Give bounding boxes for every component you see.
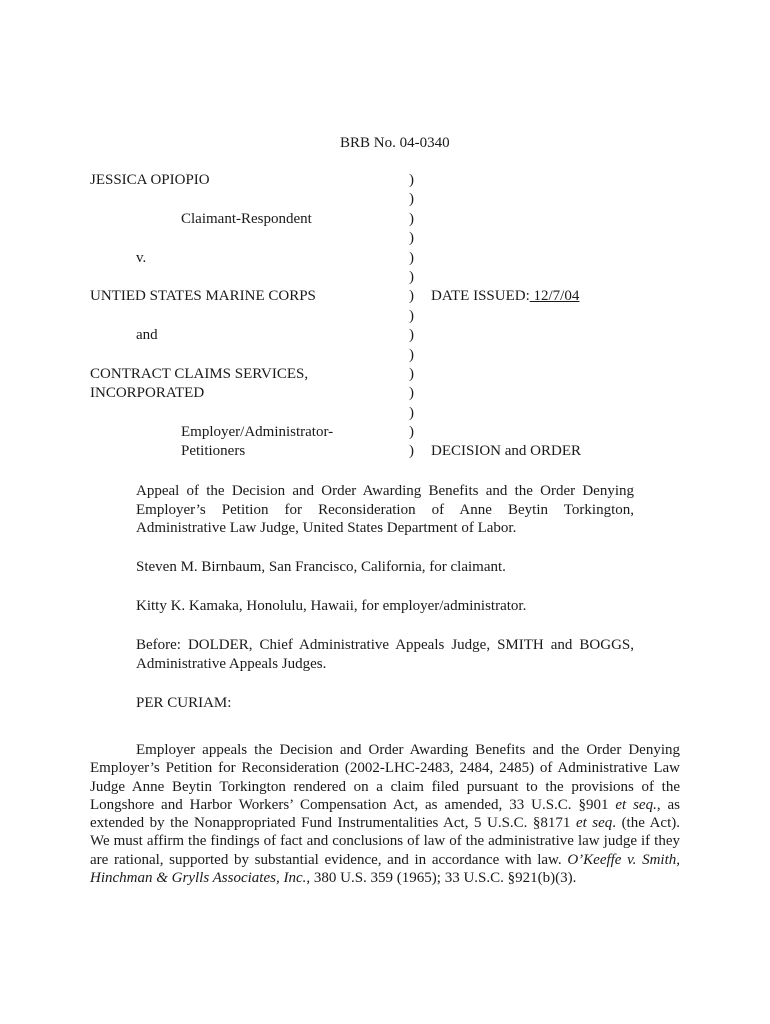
brb-number: BRB No. 04-0340 (340, 135, 450, 151)
opinion-text: Employer appeals the Decision and Order Awarding Benefits and the Order Denying Employer’s Petition for Reconsideration (2002-LHC-2483, 2484, 2485) of Administrative Law Judge Anne Beytin Torkington rendered on a claim filed pursuant to the provisions of the Longshore and Harbor Workers’ Compensation Act, as amended, 33 U.S.C. §901 (90, 742, 680, 813)
caption-paren: ) (409, 424, 414, 441)
caption-paren: ) (409, 365, 414, 382)
before-panel: Before: DOLDER, Chief Administrative Appeals Judge, SMITH and BOGGS, Administrative Appeals Judges. (136, 637, 634, 672)
opinion-text: . (the Act). We must affirm the findings of fact and conclusions of law of the administrative law judge if they are rational, supported by substantial evidence, and in accordance with law. (90, 815, 680, 868)
caption-paren: ) (409, 385, 414, 402)
date-issued (431, 287, 579, 306)
caption-paren: ) (409, 268, 414, 285)
caption-paren-column (409, 171, 419, 462)
caption-paren: ) (409, 172, 414, 188)
administrator-name-line2: INCORPORATED (90, 385, 205, 401)
caption-paren: ) (409, 191, 414, 208)
counsel-employer: Kitty K. Kamaka, Honolulu, Hawaii, for employer/administrator. (136, 598, 527, 614)
et-seq-citation: et seq. (615, 796, 657, 813)
caption-paren: ) (409, 210, 414, 227)
opinion-text: , as extended by the Nonappropriated Fund Instrumentalities Act, 5 U.S.C. §8171 (90, 796, 680, 832)
date-issued-label: DATE ISSUED: (431, 288, 530, 304)
caption-paren: ) (409, 404, 414, 421)
claimant-name: JESSICA OPIOPIO (90, 172, 210, 188)
caption-paren: ) (409, 307, 414, 324)
petitioner-role-line2: Petitioners (181, 443, 246, 459)
caption-paren: ) (409, 443, 414, 460)
claimant-role: Claimant-Respondent (181, 211, 312, 227)
and-conjunction: and (136, 327, 158, 343)
per-curiam-heading: PER CURIAM: (136, 695, 232, 711)
opinion-text: , 380 U.S. 359 (1965); 33 U.S.C. §921(b)(3). (306, 870, 577, 887)
case-citation: O’Keeffe v. Smith, Hinchman & Grylls Associates, Inc. (90, 851, 680, 887)
decision-label: DECISION and ORDER (431, 443, 581, 459)
caption-paren: ) (409, 327, 414, 344)
employer-name: UNTIED STATES MARINE CORPS (90, 288, 316, 304)
administrator-name-line1: CONTRACT CLAIMS SERVICES, (90, 366, 309, 382)
caption-paren: ) (409, 346, 414, 363)
caption-paren: ) (409, 230, 414, 247)
opinion-paragraph (90, 741, 680, 887)
caption-paren: ) (409, 288, 414, 305)
versus: v. (136, 250, 147, 266)
petitioner-role-line1: Employer/Administrator- (181, 424, 334, 440)
counsel-claimant: Steven M. Birnbaum, San Francisco, California, for claimant. (136, 559, 506, 575)
et-seq-citation: et seq (575, 815, 613, 832)
caption-paren: ) (409, 249, 414, 266)
appeal-paragraph: Appeal of the Decision and Order Awarding Benefits and the Order Denying Employer’s Petition for Reconsideration of Anne Beytin Torkington, Administrative Law Judge, United States Department of Labor. (136, 483, 634, 536)
date-issued-value: 12/7/04 (529, 288, 580, 304)
